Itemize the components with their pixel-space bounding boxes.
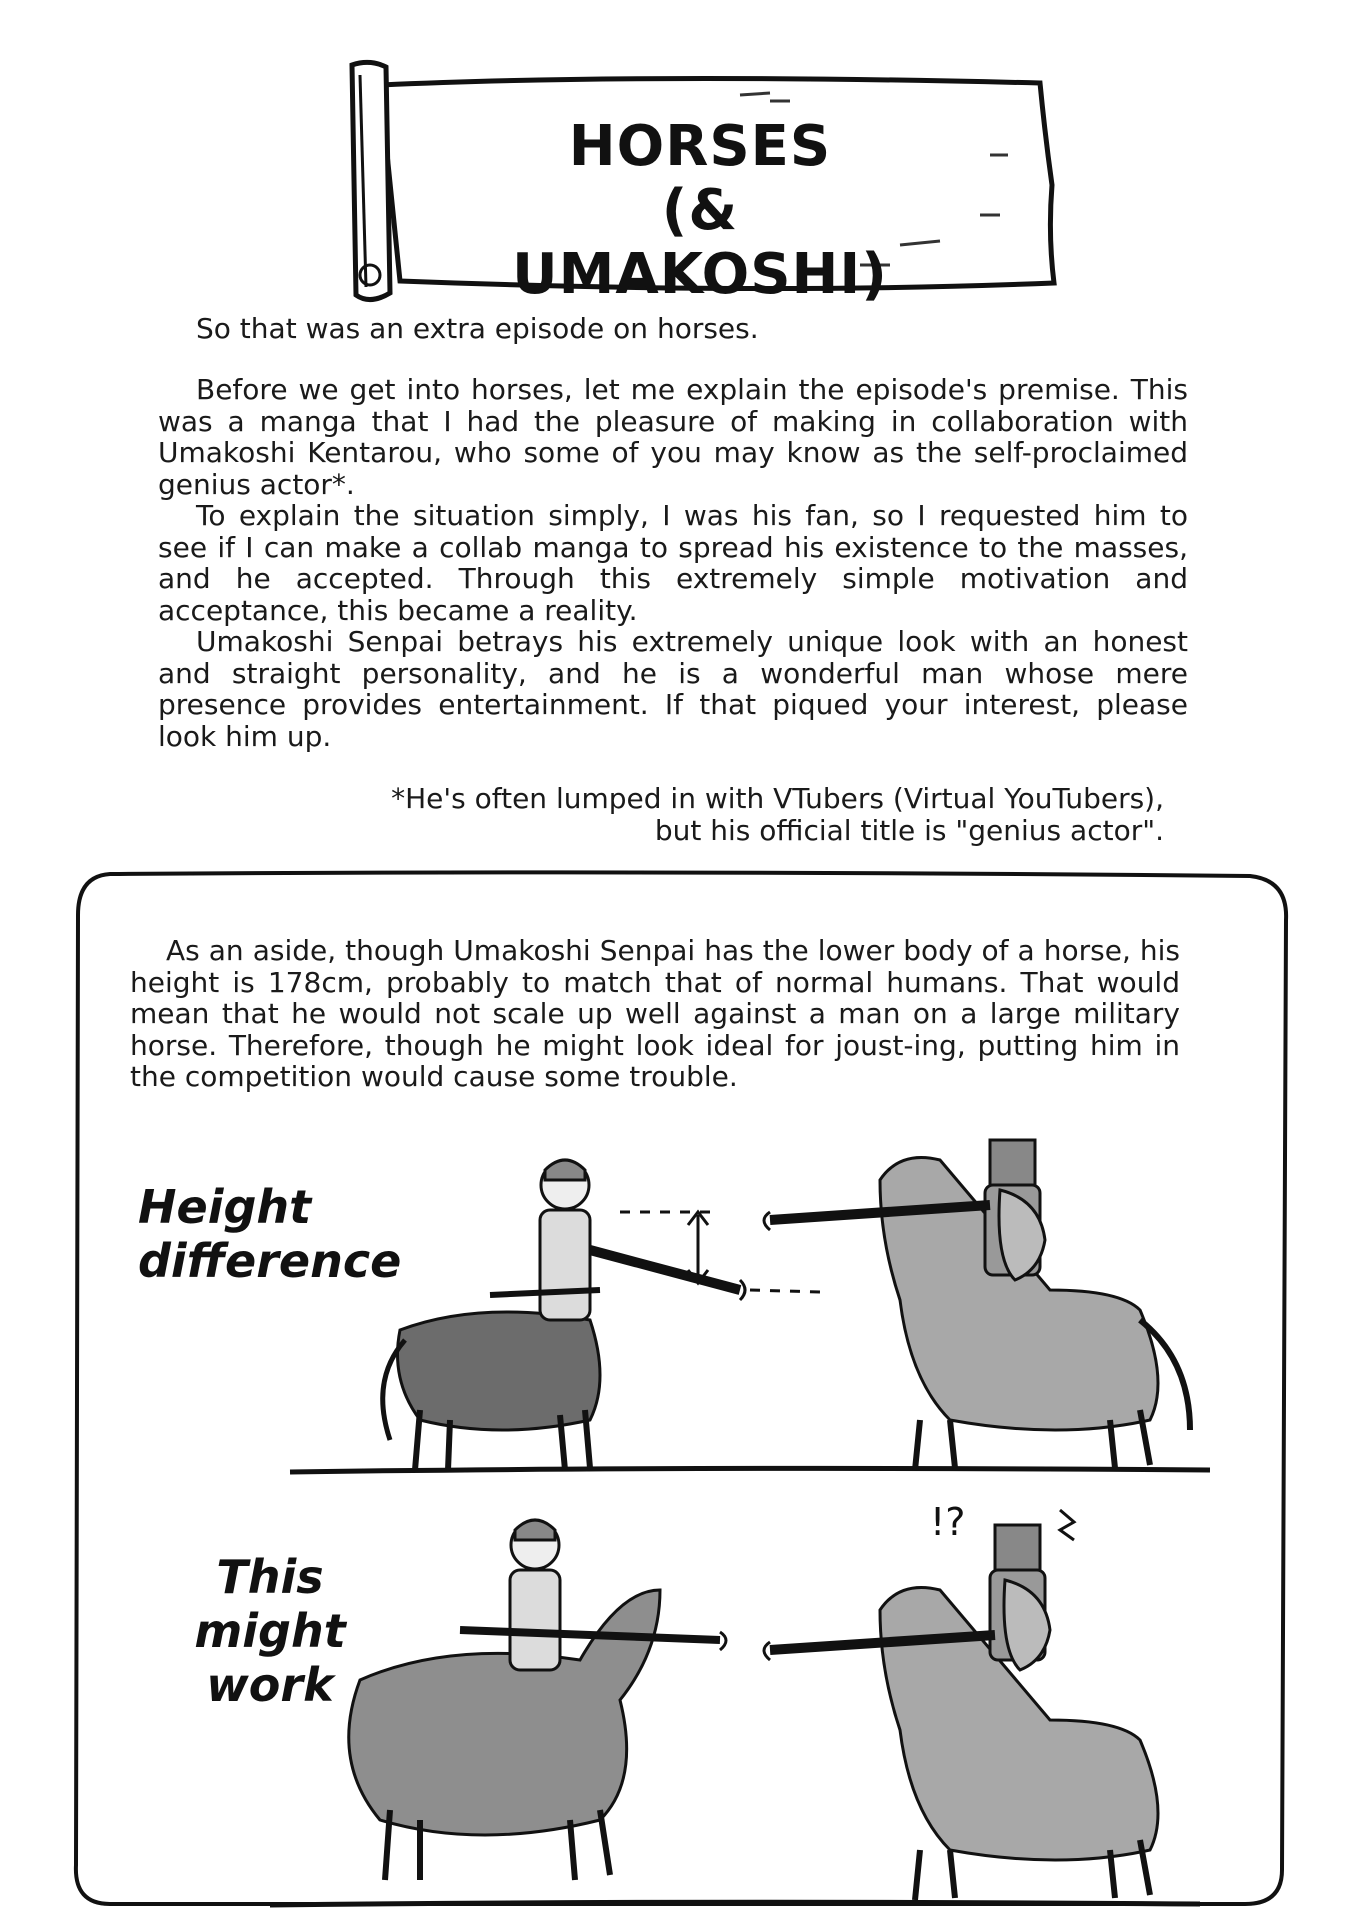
- umakoshi-on-horse: [349, 1520, 726, 1880]
- paragraph-personality-text: Umakoshi Senpai betrays his extremely unique look with an honest and straight personality, and he is a wonderful man whose mere presence provides entertainment. If that piqued your interest, please look him up.: [158, 625, 1188, 753]
- knight-on-horse-top: [764, 1140, 1190, 1470]
- label-this-might-work: This might work: [194, 1550, 346, 1712]
- label-height-difference: Height difference: [138, 1180, 402, 1288]
- knight-reaction-mark: !?: [930, 1500, 966, 1544]
- ground-line-bottom: [270, 1902, 1200, 1905]
- centaur-figure: [383, 1160, 745, 1470]
- footnote-line-2: but his official title is "genius actor".: [654, 813, 1164, 847]
- title-line-2: (& UMAKOSHI): [512, 178, 888, 307]
- intro-paragraph: So that was an extra episode on horses.: [196, 312, 759, 345]
- footnote-line-1: *He's often lumped in with VTubers (Virtual YouTubers),: [391, 782, 1164, 815]
- paragraph-premise-text: Before we get into horses, let me explain the episode's premise. This was a manga that I had the pleasure of making in collaboration with Umakoshi Kentarou, who some of you may know as the self-proclaimed genius actor*.: [158, 373, 1188, 501]
- paragraph-situation-text: To explain the situation simply, I was his fan, so I requested him to see if I can make a collab manga to spread his existence to the masses, and he accepted. Through this extremely simple motivation and acceptance, this became a reality.: [158, 499, 1188, 627]
- knight-on-horse-bottom: [764, 1510, 1158, 1900]
- height-arrow-icon: [688, 1212, 708, 1283]
- title-line-1: HORSES: [568, 114, 832, 179]
- ground-line-top: [290, 1468, 1210, 1472]
- aside-paragraph: As an aside, though Umakoshi Senpai has the lower body of a horse, his height is 178cm, probably to match that of normal humans. That would mean that he would not scale up well against a man on a large military horse. Therefore, though he might look ideal for joust-ing, putting him in the competition would cause some trouble.: [130, 934, 1180, 1093]
